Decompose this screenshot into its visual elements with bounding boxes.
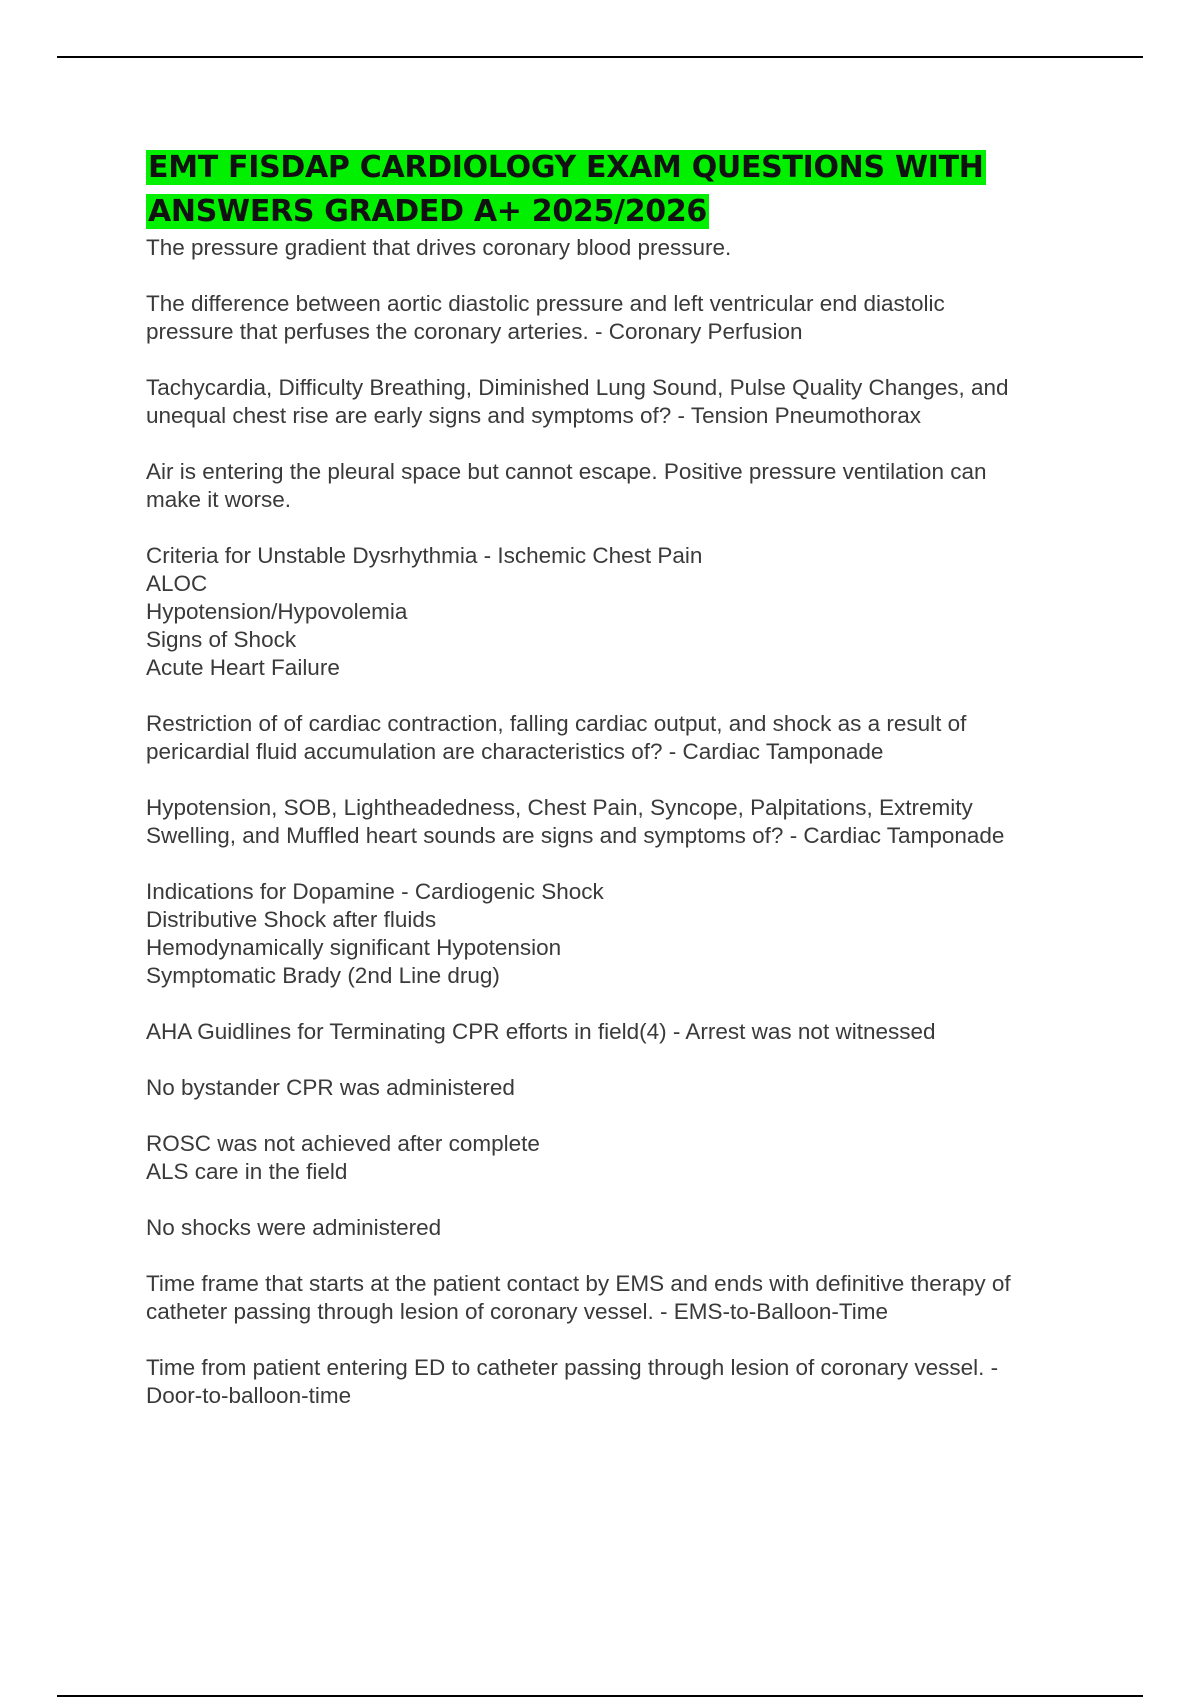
entry-tension-pneumothorax-signs: Tachycardia, Difficulty Breathing, Diminished Lung Sound, Pulse Quality Changes, and unequal chest rise are early signs and symptoms of? - Tension Pneumothorax (146, 375, 1009, 428)
entry-rosc-not-achieved: ROSC was not achieved after complete ALS care in the field (146, 1131, 540, 1184)
top-rule (57, 56, 1143, 58)
entry-cardiac-tamponade-signs: Hypotension, SOB, Lightheadedness, Chest Pain, Syncope, Palpitations, Extremity Swelling, and Muffled heart sounds are signs and symptoms of? - Cardiac Tamponade (146, 795, 1005, 848)
title-highlight-line-1: EMT FISDAP CARDIOLOGY EXAM QUESTIONS WITH (148, 150, 984, 185)
bottom-rule (57, 1695, 1143, 1697)
title-highlight-line-2: ANSWERS GRADED A+ 2025/2026 (148, 194, 707, 229)
document-body (146, 146, 1086, 1438)
entry-pleural-air: Air is entering the pleural space but cannot escape. Positive pressure ventilation can make it worse. (146, 459, 987, 512)
entry-ems-to-balloon-time: Time frame that starts at the patient contact by EMS and ends with definitive therapy of catheter passing through lesion of coronary vessel. - EMS-to-Balloon-Time (146, 1271, 1011, 1324)
entry-aha-terminating-cpr: AHA Guidlines for Terminating CPR efforts in field(4) - Arrest was not witnessed (146, 1019, 936, 1044)
entry-coronary-pressure-gradient: The pressure gradient that drives coronary blood pressure. (146, 235, 732, 260)
entry-dopamine-indications: Indications for Dopamine - Cardiogenic Shock Distributive Shock after fluids Hemodynamically significant Hypotension Symptomatic Brady (2nd Line drug) (146, 879, 604, 988)
entry-unstable-dysrhythmia-criteria: Criteria for Unstable Dysrhythmia - Ischemic Chest Pain ALOC Hypotension/Hypovolemia Signs of Shock Acute Heart Failure (146, 543, 703, 680)
entry-cardiac-tamponade-characteristics: Restriction of of cardiac contraction, falling cardiac output, and shock as a result of pericardial fluid accumulation are characteristics of? - Cardiac Tamponade (146, 711, 967, 764)
entry-door-to-balloon-time: Time from patient entering ED to catheter passing through lesion of coronary vessel. - Door-to-balloon-time (146, 1355, 999, 1408)
document-title (146, 146, 1086, 234)
entry-no-bystander-cpr: No bystander CPR was administered (146, 1075, 515, 1100)
entry-coronary-perfusion: The difference between aortic diastolic pressure and left ventricular end diastolic pressure that perfuses the coronary arteries. - Coronary Perfusion (146, 291, 945, 344)
entry-no-shocks: No shocks were administered (146, 1215, 442, 1240)
